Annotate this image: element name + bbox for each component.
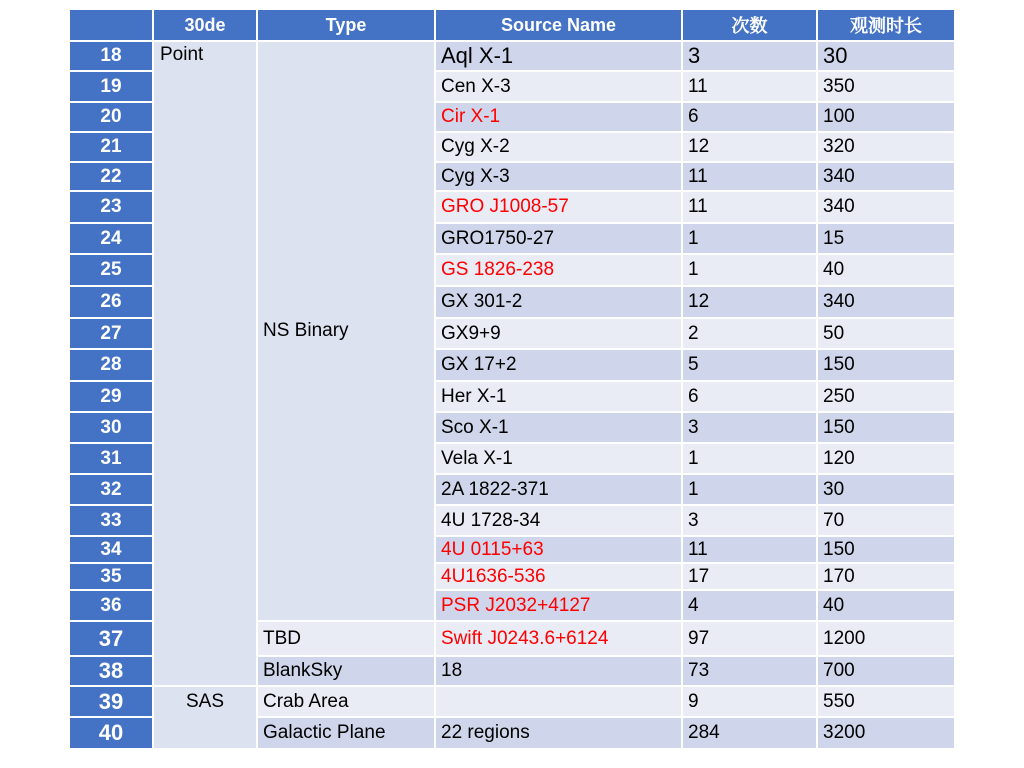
row-number: 29 — [69, 381, 153, 412]
row-number: 33 — [69, 505, 153, 536]
observation-count: 11 — [682, 162, 817, 191]
observation-duration: 50 — [817, 318, 955, 349]
observation-count: 284 — [682, 717, 817, 749]
type-ns-binary: NS Binary — [257, 41, 435, 621]
observation-duration: 700 — [817, 656, 955, 686]
row-number: 25 — [69, 254, 153, 286]
source-name: 2A 1822-371 — [435, 474, 682, 505]
table-row — [69, 41, 955, 71]
source-name: Cir X-1 — [435, 102, 682, 132]
source-name — [435, 686, 682, 717]
source-name: GRO1750-27 — [435, 223, 682, 254]
source-name: Cyg X-3 — [435, 162, 682, 191]
category-sas: SAS — [153, 686, 257, 749]
row-number: 31 — [69, 443, 153, 474]
header-blank — [69, 9, 153, 41]
source-name: GX 301-2 — [435, 286, 682, 318]
observation-duration: 340 — [817, 191, 955, 223]
observation-count: 9 — [682, 686, 817, 717]
source-name: 4U 1728-34 — [435, 505, 682, 536]
observation-duration: 70 — [817, 505, 955, 536]
observation-duration: 170 — [817, 563, 955, 590]
row-number: 18 — [69, 41, 153, 71]
row-number: 21 — [69, 132, 153, 162]
observation-duration: 1200 — [817, 621, 955, 656]
observation-duration: 340 — [817, 162, 955, 191]
row-type-crab-area: Crab Area — [257, 686, 435, 717]
source-name: GX 17+2 — [435, 349, 682, 381]
header-source-name: Source Name — [435, 9, 682, 41]
observation-duration: 150 — [817, 536, 955, 563]
row-number: 24 — [69, 223, 153, 254]
observation-count: 4 — [682, 590, 817, 621]
row-number: 28 — [69, 349, 153, 381]
observation-count: 6 — [682, 381, 817, 412]
row-number: 26 — [69, 286, 153, 318]
observation-count: 1 — [682, 474, 817, 505]
observation-count: 3 — [682, 412, 817, 443]
source-name: Vela X-1 — [435, 443, 682, 474]
row-number: 30 — [69, 412, 153, 443]
observation-duration: 340 — [817, 286, 955, 318]
source-name: Sco X-1 — [435, 412, 682, 443]
row-number: 23 — [69, 191, 153, 223]
observation-table — [68, 8, 956, 750]
observation-duration: 350 — [817, 71, 955, 102]
observation-duration: 250 — [817, 381, 955, 412]
row-number: 27 — [69, 318, 153, 349]
observation-count: 6 — [682, 102, 817, 132]
category-point: Point — [153, 41, 257, 686]
row-number: 32 — [69, 474, 153, 505]
row-number: 38 — [69, 656, 153, 686]
observation-count: 12 — [682, 132, 817, 162]
observation-duration: 320 — [817, 132, 955, 162]
observation-count: 11 — [682, 536, 817, 563]
row-type-tbd: TBD — [257, 621, 435, 656]
observation-count: 17 — [682, 563, 817, 590]
row-type-blanksky: BlankSky — [257, 656, 435, 686]
row-number: 34 — [69, 536, 153, 563]
observation-count: 12 — [682, 286, 817, 318]
source-name: 4U1636-536 — [435, 563, 682, 590]
source-name: PSR J2032+4127 — [435, 590, 682, 621]
source-name: GRO J1008-57 — [435, 191, 682, 223]
observation-duration: 15 — [817, 223, 955, 254]
source-name: 18 — [435, 656, 682, 686]
header-count: 次数 — [682, 9, 817, 41]
source-name: GX9+9 — [435, 318, 682, 349]
observation-duration: 40 — [817, 254, 955, 286]
row-number: 36 — [69, 590, 153, 621]
observation-duration: 3200 — [817, 717, 955, 749]
observation-duration: 150 — [817, 412, 955, 443]
observation-count: 97 — [682, 621, 817, 656]
observation-count: 1 — [682, 443, 817, 474]
observation-count: 11 — [682, 191, 817, 223]
source-name: Cyg X-2 — [435, 132, 682, 162]
header-type: Type — [257, 9, 435, 41]
row-number: 35 — [69, 563, 153, 590]
observation-count: 1 — [682, 254, 817, 286]
row-number: 40 — [69, 717, 153, 749]
row-number: 39 — [69, 686, 153, 717]
source-name: Cen X-3 — [435, 71, 682, 102]
observation-count: 5 — [682, 349, 817, 381]
source-name: GS 1826-238 — [435, 254, 682, 286]
observation-duration: 40 — [817, 590, 955, 621]
observation-duration: 120 — [817, 443, 955, 474]
observation-duration: 30 — [817, 41, 955, 71]
source-name: 22 regions — [435, 717, 682, 749]
observation-duration: 100 — [817, 102, 955, 132]
header-index: 30de — [153, 9, 257, 41]
source-name: Her X-1 — [435, 381, 682, 412]
observation-duration: 30 — [817, 474, 955, 505]
source-name: 4U 0115+63 — [435, 536, 682, 563]
row-number: 19 — [69, 71, 153, 102]
observation-count: 11 — [682, 71, 817, 102]
row-number: 37 — [69, 621, 153, 656]
header-duration: 观测时长 — [817, 9, 955, 41]
table-row — [69, 686, 955, 717]
observation-count: 1 — [682, 223, 817, 254]
observation-count: 3 — [682, 41, 817, 71]
observation-count: 2 — [682, 318, 817, 349]
source-name: Aql X-1 — [435, 41, 682, 71]
row-type-galactic-plane: Galactic Plane — [257, 717, 435, 749]
row-number: 20 — [69, 102, 153, 132]
observation-duration: 550 — [817, 686, 955, 717]
row-number: 22 — [69, 162, 153, 191]
observation-count: 3 — [682, 505, 817, 536]
table-header-row — [69, 9, 955, 41]
source-name: Swift J0243.6+6124 — [435, 621, 682, 656]
observation-count: 73 — [682, 656, 817, 686]
observation-duration: 150 — [817, 349, 955, 381]
